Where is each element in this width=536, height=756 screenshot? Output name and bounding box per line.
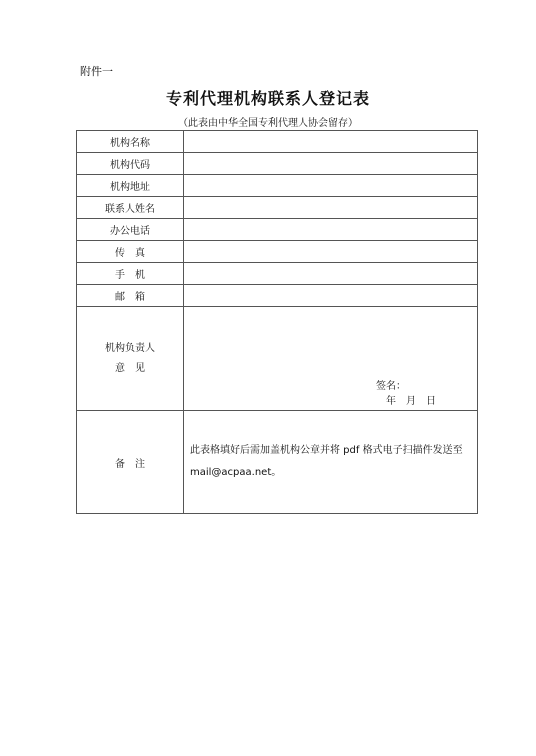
row-label: 机构代码 xyxy=(77,153,184,175)
form-row-fax xyxy=(77,241,478,263)
form-row-remark xyxy=(77,411,478,514)
opinion-label-line2: 意 见 xyxy=(115,362,145,374)
org-address-field[interactable] xyxy=(184,175,478,197)
remark-label: 备 注 xyxy=(77,411,184,514)
row-label: 机构地址 xyxy=(77,175,184,197)
form-row-org-name xyxy=(77,131,478,153)
org-name-field[interactable] xyxy=(184,131,478,153)
annex-label: 附件一 xyxy=(80,65,113,78)
email-field[interactable] xyxy=(184,285,478,307)
form-row-contact-name xyxy=(77,197,478,219)
opinion-field[interactable] xyxy=(184,307,478,411)
registration-form-table xyxy=(76,130,478,514)
form-row-org-address xyxy=(77,175,478,197)
row-label: 传 真 xyxy=(77,241,184,263)
row-label: 办公电话 xyxy=(77,219,184,241)
row-label: 机构名称 xyxy=(77,131,184,153)
opinion-label-line1: 机构负责人 xyxy=(105,342,155,354)
page-title: 专利代理机构联系人登记表 xyxy=(165,89,370,108)
form-row-opinion xyxy=(77,307,478,411)
form-row-office-phone xyxy=(77,219,478,241)
mobile-field[interactable] xyxy=(184,263,478,285)
date-label: 年 月 日 xyxy=(386,396,436,407)
remark-text: 此表格填好后需加盖机构公章并将 pdf 格式电子扫描件发送至 mail@acpaa.net。 xyxy=(184,411,478,514)
office-phone-field[interactable] xyxy=(184,219,478,241)
page-subtitle: （此表由中华全国专利代理人协会留存） xyxy=(178,118,358,129)
contact-name-field[interactable] xyxy=(184,197,478,219)
form-row-org-code xyxy=(77,153,478,175)
opinion-label xyxy=(77,307,184,411)
row-label: 邮 箱 xyxy=(77,285,184,307)
org-code-field[interactable] xyxy=(184,153,478,175)
fax-field[interactable] xyxy=(184,241,478,263)
form-row-mobile xyxy=(77,263,478,285)
row-label: 手 机 xyxy=(77,263,184,285)
row-label: 联系人姓名 xyxy=(77,197,184,219)
signature-label: 签名： xyxy=(376,381,406,392)
form-row-email xyxy=(77,285,478,307)
